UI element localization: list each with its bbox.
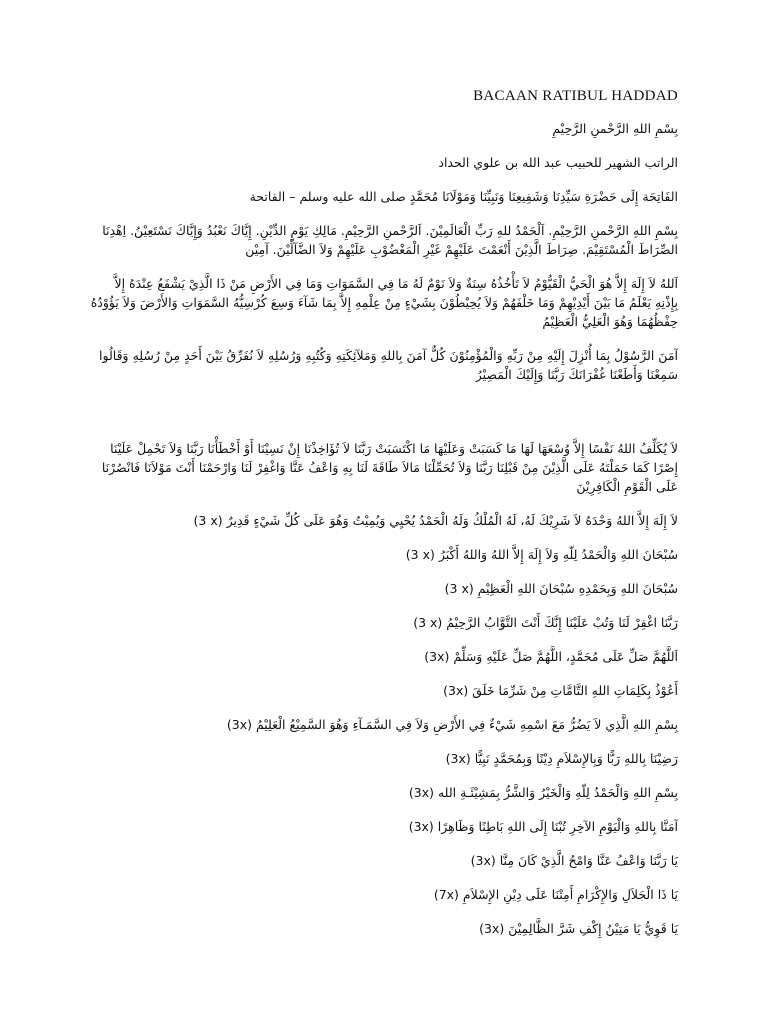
ratib-heading-line: الراتب الشهير للحبيب عبد الله بن علوي الحداد: [438, 155, 678, 170]
dhikr-item: (3x) أَعُوْذُ بِكَلِمَاتِ اللهِ التَّامَّاتِ مِنْ شَرِّمَا خَلَقَ: [443, 683, 678, 698]
intro-section: [90, 119, 678, 384]
dhikr-item: (3x) رَضِيْنَا بِاللهِ رَبًّا وَبِالإِسْلاَمِ دِيْنًا وَبِمُحَمَّدٍ نَبِيًّا: [445, 751, 678, 766]
dhikr-item: (3 x) لاَ إِلَهَ إِلاَّ اللهُ وَحْدَهُ لاَ شَرِيْكَ لَهُ، لَهُ الْمُلْكُ وَلَهُ الْحَمْدُ يُحْيِي وَيُمِيْتُ وَهُوَ عَلَى كُلِّ شَيْءٍ قَدِيرٌ: [193, 513, 678, 528]
dhikr-item: (3x) يَا قَوِيُّ يَا مَتِيْنُ إِكْفِ شَرَّ الظَّالِمِيْنَ: [479, 921, 678, 936]
dhikr-item: (3 x) سُبْحَانَ اللهِ وَبِحَمْدِهِ سُبْحَانَ اللهِ الْعَظِيْمِ: [444, 581, 678, 596]
dhikr-item: (3x) آمَنَّا بِاللهِ وَالْيَوْمِ الآخِرِ تُبْنَا إِلَى اللهِ بَاطِنًا وَظَاهِرًا: [408, 819, 678, 834]
basmala-line: بِسْمِ اللهِ الرَّحْمنِ الرَّحِيْمِ: [552, 121, 678, 136]
amana-rasul-paragraph: آمَنَ الرَّسُوْلُ بِمَا أُنْزِلَ إِلَيْهِ مِنْ رَبِّهِ وَالْمُؤْمِنُوْنَ كُلٌّ آمَنَ بِاللهِ وَمَلآئِكَتِهِ وَكُتُبِهِ وَرُسُلِهِ لاَ نُفَرِّقُ بَيْنَ أَحَدٍ مِنْ رُسُلِهِ وَقَالُوا سَمِعْنَا وَأَطَعْنَا غُفْرَانَكَ رَبَّنَا وَإِلَيْكَ الْمَصِيْرُ: [99, 348, 678, 382]
dhikr-item: (3 x) رَبَّنَا اغْفِرْ لَنَا وَتُبْ عَلَيْنَا إِنَّكَ أَنْتَ التَّوَّابُ الرَّحِيْمُ: [413, 615, 678, 630]
dhikr-item: (7x) يَا ذَا الْجَلاَلِ وَالإِكْرَامِ أَمِتْنَا عَلَى دِيْنِ الإِسْلاَمِ: [433, 887, 678, 902]
al-fatihah-paragraph: بِسْمِ اللهِ الرَّحْمنِ الرَّحِيْمِ. اَلْحَمْدُ للهِ رَبِّ الْعَالَمِيْنَ. اَلرَّحْمنِ الرَّحِيْمِ. مَالِكِ يَوْمِ الدِّيْنِ. إِيَّاكَ نَعْبُدُ وَإِيَّاكَ نَسْتَعِيْنُ. اِهْدِنَا الصِّرَاطَ الْمُسْتَقِيْمَ. صِرَاطَ الَّذِيْنَ أَنْعَمْتَ عَلَيْهِمْ غَيْرِ الْمَغْضُوْبِ عَلَيْهِمْ وَلاَ الضَّآلِّيْنَ. آمِيْن: [102, 223, 678, 257]
dhikr-item: (3x) يَا رَبَّنَا وَاعْفُ عَنَّا وَامْحُ الَّذِيْ كَانَ مِنَّا: [470, 853, 678, 868]
fatihah-dedication-line: الفَاتِحَة إِلَى حَضْرَةِ سَيِّدِنَا وَشَفِيعِنَا وَنَبِيِّنَا وَمَوْلَانَا مُحَمَّدٍ صلى الله عليه وسلم – الفاتحة: [249, 189, 678, 204]
document-title: BACAAN RATIBUL HADDAD: [473, 88, 678, 104]
section-gap: [90, 399, 678, 439]
dhikr-item: (3x) بِسْمِ اللهِ وَالْحَمْدُ لِلّهِ وَالْخَيْرُ وَالشَّرُّ بِمَشِيْئَـةِ الله: [408, 785, 678, 800]
dhikr-list: [90, 511, 678, 938]
dhikr-item: (3x) بِسْمِ اللهِ الَّذِي لاَ يَضُرُّ مَعَ اسْمِهِ شَيْءٌ فِي الأَرْضِ وَلاَ فِي السَّمَـآءِ وَهُوَ السَّمِيْعُ الْعَلِيْمُ: [226, 717, 678, 732]
dhikr-item: (3 x) سُبْحَانَ اللهِ وَالْحَمْدُ لِلّهِ وَلاَ إِلَهَ إِلاَّ اللهُ وَاللهُ أَكْبَرُ: [405, 547, 678, 562]
la-yukallifu-paragraph: لاَ يُكَلِّفُ اللهُ نَفْسًا إِلاَّ وُسْعَهَا لَهَا مَا كَسَبَتْ وَعَلَيْهَا مَا اكْتَسَبَتْ رَبَّنَا لاَ تُؤَاخِذْنَا إِنْ نَسِيْنَا أَوْ أَخْطَأْنَا رَبَّنَا وَلاَ تَحْمِلْ عَلَيْنَا إِصْرًا كَمَا حَمَلْتَهُ عَلَى الَّذِيْنَ مِنْ قَبْلِنَا رَبَّنَا وَلاَ تُحَمِّلْنَا مَالاَ طَاقَةَ لَنَا بِهِ وَاعْفُ عَنَّا وَاغْفِرْ لَنَا وَارْحَمْنَا أَنْتَ مَوْلاَنَا فَانْصُرْنَا عَلَى الْقَوْمِ الْكَافِرِيْنَ: [101, 441, 678, 494]
ayat-kursi-paragraph: اَللهُ لاَ إِلَهَ إِلاَّ هُوَ الْحَيُّ الْقَيُّوْمُ لاَ تَأْخُذُهُ سِنَةٌ وَلاَ نَوْمٌ لَهُ مَا فِي السَّمَوَاتِ وَمَا فِي الأَرْضِ مَنْ ذَا الَّذِيْ يَشْفَعُ عِنْدَهُ إِلاَّ بِإِذْنِهِ يَعْلَمُ مَا بَيْنَ أَيْدِيْهِمْ وَمَا خَلْفَهُمْ وَلاَ يُحِيْطُوْنَ بِشَيْءٍ مِنْ عِلْمِهِ إِلاَّ بِمَا شَآءَ وَسِعَ كُرْسِيُّهُ السَّمَوَاتِ وَالأَرْضَ وَلاَ يَؤُوْدُهُ حِفْظُهُمَا وَهُوَ الْعَلِيُّ الْعَظِيْمُ: [90, 276, 678, 329]
dhikr-item: (3x) اَللَّهُمَّ صَلِّ عَلَى مُحَمَّدٍ، اللَّهُمَّ صَلِّ عَلَيْهِ وَسَلِّمْ: [424, 649, 678, 664]
